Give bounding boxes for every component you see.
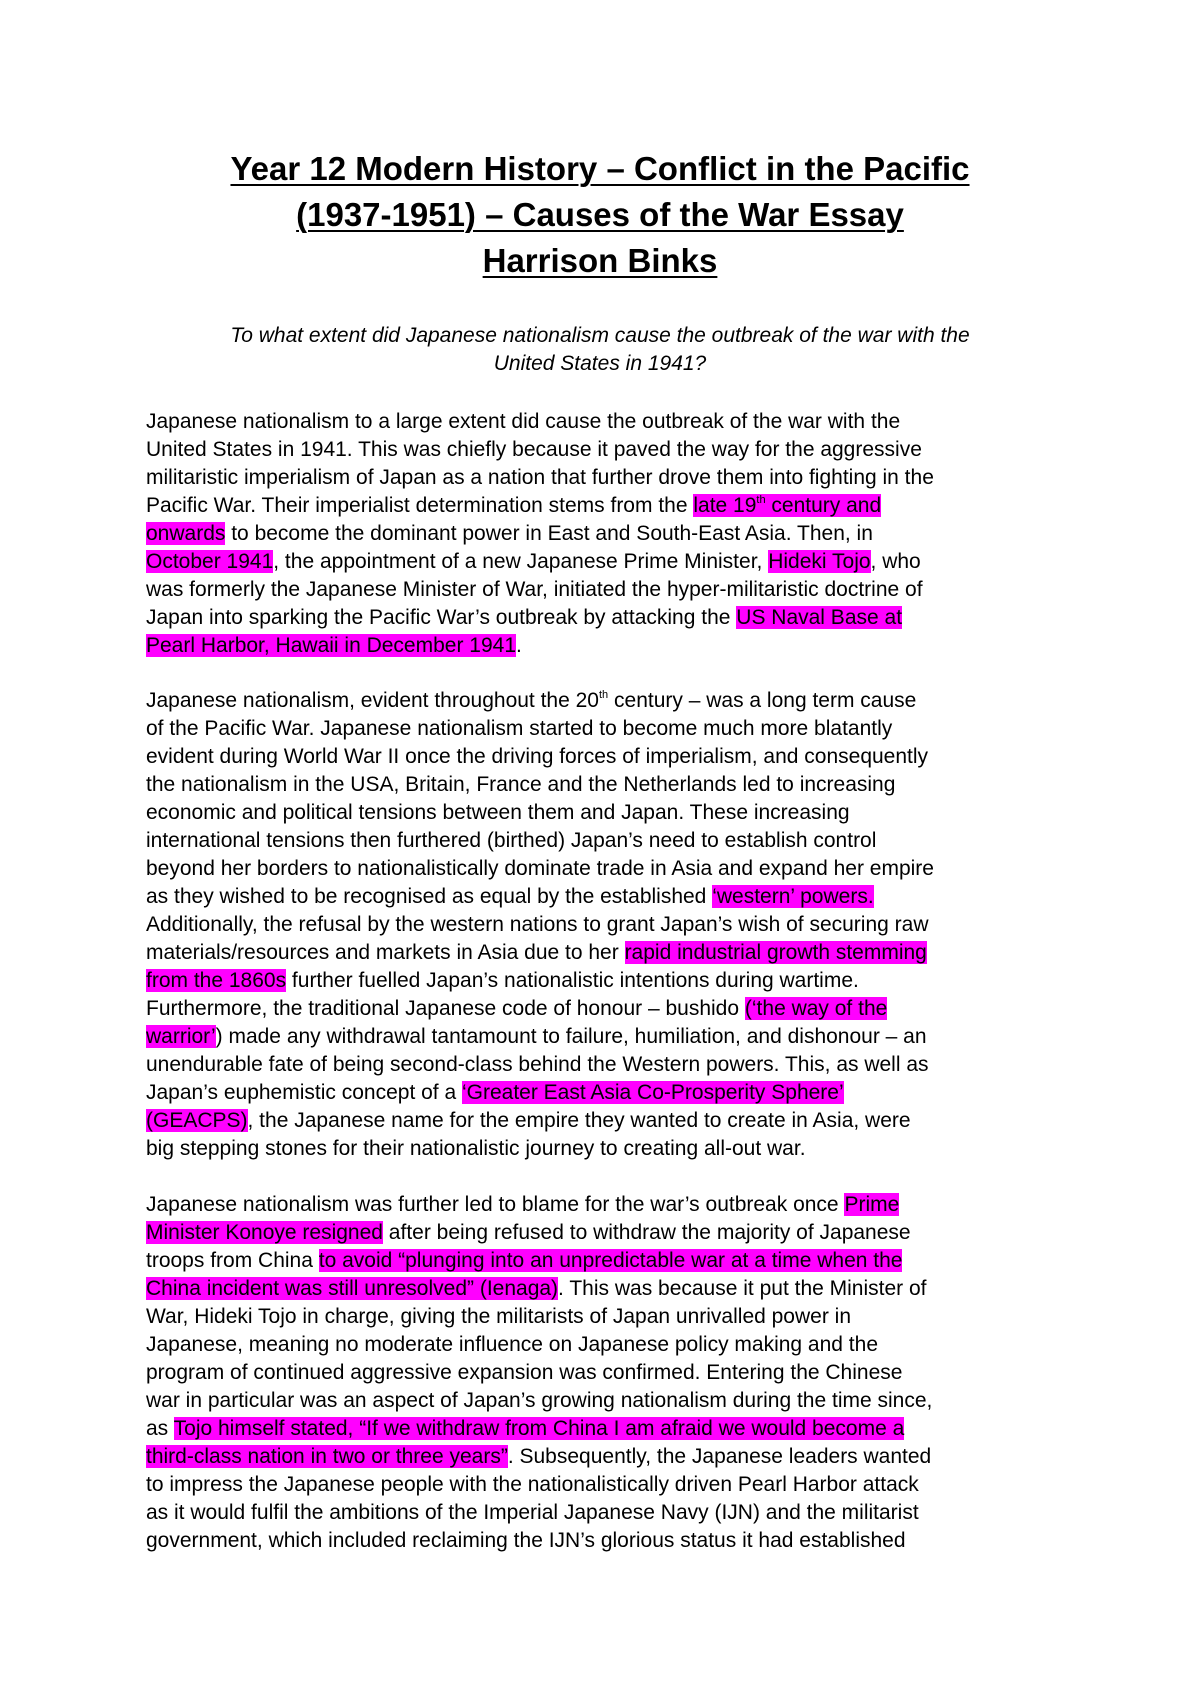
text-line: big stepping stones for their nationalistic journey to creating all-out war. (146, 1137, 806, 1160)
title-line: Year 12 Modern History – Conflict in the Pacific (230, 150, 970, 187)
text-line: militaristic imperialism of Japan as a nation that further drove them into fighting in the (146, 466, 934, 489)
text-line (146, 1443, 1086, 1471)
text-run: troops from China (146, 1249, 319, 1272)
text-line (146, 1247, 1086, 1275)
superscript: th (599, 689, 609, 701)
highlighted-text: to avoid “plunging into an unpredictable war at a time when the (318, 1249, 903, 1272)
text-run: century and (765, 494, 882, 517)
text-run: . Subsequently, the Japanese leaders wanted (507, 1445, 932, 1468)
text-line: United States in 1941. This was chiefly because it paved the way for the aggressive (146, 438, 922, 461)
text-line: government, which included reclaiming the IJN’s glorious status it had established (146, 1529, 906, 1552)
text-run: Japanese nationalism, evident throughout the 20 (146, 689, 599, 712)
text-run: , the appointment of a new Japanese Prime Minister, (273, 550, 769, 573)
text-line (146, 492, 1086, 520)
text-run: . This was because it put the Minister of (558, 1277, 927, 1300)
text-line (146, 1107, 1086, 1135)
text-line (146, 632, 1086, 660)
question-line: To what extent did Japanese nationalism cause the outbreak of the war with the (230, 324, 970, 347)
highlighted-text: Prime (844, 1193, 900, 1216)
text-line: as it would fulfil the ambitions of the Imperial Japanese Navy (IJN) and the militarist (146, 1501, 919, 1524)
highlighted-text: (GEACPS) (146, 1109, 248, 1132)
text-run: century – was a long term cause (608, 689, 917, 712)
text-line: the nationalism in the USA, Britain, France and the Netherlands led to increasing (146, 773, 896, 796)
text-run: , who (870, 550, 921, 573)
text-line: War, Hideki Tojo in charge, giving the militarists of Japan unrivalled power in (146, 1305, 852, 1328)
text-run: as (146, 1417, 174, 1440)
text-line: war in particular was an aspect of Japan’s growing nationalism during the time since, (146, 1389, 933, 1412)
superscript: th (756, 494, 766, 506)
text-run: ) made any withdrawal tantamount to failure, humiliation, and dishonour – an (215, 1025, 927, 1048)
document-title (100, 146, 1100, 284)
highlighted-text: Pearl Harbor, Hawaii in December 1941 (146, 634, 517, 657)
text-line (146, 1415, 1086, 1443)
text-line: international tensions then furthered (birthed) Japan’s need to establish control (146, 829, 877, 852)
highlighted-text: October 1941 (146, 550, 274, 573)
paragraph-3 (146, 1191, 1086, 1555)
text-line: to impress the Japanese people with the nationalistically driven Pearl Harbor attack (146, 1473, 919, 1496)
text-line: Japanese nationalism to a large extent did cause the outbreak of the war with the (146, 410, 901, 433)
text-line (146, 995, 1086, 1023)
text-line: Japanese, meaning no moderate influence on Japanese policy making and the (146, 1333, 878, 1356)
text-line (146, 520, 1086, 548)
text-line: was formerly the Japanese Minister of War, initiated the hyper-militaristic doctrine of (146, 578, 923, 601)
text-line (146, 883, 1086, 911)
text-line: program of continued aggressive expansion was confirmed. Entering the Chinese (146, 1361, 903, 1384)
text-run: as they wished to be recognised as equal by the established (146, 885, 713, 908)
question-line: United States in 1941? (493, 352, 707, 375)
highlighted-text: warrior’ (146, 1025, 216, 1048)
highlighted-text: third-class nation in two or three years” (146, 1445, 508, 1468)
text-line: unendurable fate of being second-class behind the Western powers. This, as well as (146, 1053, 929, 1076)
text-line: Additionally, the refusal by the western nations to grant Japan’s wish of securing raw (146, 913, 929, 936)
paragraph-2 (146, 687, 1086, 1163)
highlighted-text: rapid industrial growth stemming (624, 941, 927, 964)
text-line (146, 1079, 1086, 1107)
highlighted-text: Minister Konoye resigned (146, 1221, 383, 1244)
text-run: further fuelled Japan’s nationalistic intentions during wartime. (286, 969, 859, 992)
text-run: after being refused to withdraw the majority of Japanese (382, 1221, 911, 1244)
highlighted-text (693, 494, 881, 517)
text-run: . (516, 634, 522, 657)
title-line: (1937-1951) – Causes of the War Essay (296, 196, 904, 233)
highlighted-text: Tojo himself stated, “If we withdraw from China I am afraid we would become a (173, 1417, 905, 1440)
text-run: Pacific War. Their imperialist determination stems from the (146, 494, 694, 517)
highlighted-text: ‘western’ powers. (712, 885, 874, 908)
text-run: late 19 (693, 494, 757, 517)
text-line: evident during World War II once the driving forces of imperialism, and consequently (146, 745, 929, 768)
text-run: Furthermore, the traditional Japanese code of honour – bushido (146, 997, 745, 1020)
text-line (146, 939, 1086, 967)
text-run: , the Japanese name for the empire they wanted to create in Asia, were (247, 1109, 911, 1132)
text-line (146, 1219, 1086, 1247)
text-line (146, 1275, 1086, 1303)
text-line (146, 1191, 1086, 1219)
text-run: Japan’s euphemistic concept of a (146, 1081, 462, 1104)
text-line (146, 967, 1086, 995)
highlighted-text: onwards (146, 522, 226, 545)
text-run: materials/resources and markets in Asia due to her (146, 941, 625, 964)
highlighted-text: Hideki Tojo (768, 550, 871, 573)
highlighted-text: ‘Greater East Asia Co-Prosperity Sphere’ (461, 1081, 844, 1104)
text-run: Japan into sparking the Pacific War’s outbreak by attacking the (146, 606, 737, 629)
text-line (146, 1023, 1086, 1051)
text-line: economic and political tensions between them and Japan. These increasing (146, 801, 850, 824)
text-run: Japanese nationalism was further led to blame for the war’s outbreak once (146, 1193, 845, 1216)
text-run: to become the dominant power in East and South-East Asia. Then, in (225, 522, 873, 545)
title-line-author: Harrison Binks (482, 242, 718, 279)
highlighted-text: China incident was still unresolved” (Ienaga) (146, 1277, 559, 1300)
text-line (146, 548, 1086, 576)
paragraph-1 (146, 408, 1086, 660)
text-line: beyond her borders to nationalistically dominate trade in Asia and expand her empire (146, 857, 934, 880)
text-line: of the Pacific War. Japanese nationalism started to become much more blatantly (146, 717, 893, 740)
text-line (146, 604, 1086, 632)
highlighted-text: from the 1860s (146, 969, 287, 992)
essay-question (120, 322, 1080, 378)
highlighted-text: US Naval Base at (736, 606, 903, 629)
highlighted-text: (‘the way of the (744, 997, 888, 1020)
text-line (146, 687, 1086, 715)
